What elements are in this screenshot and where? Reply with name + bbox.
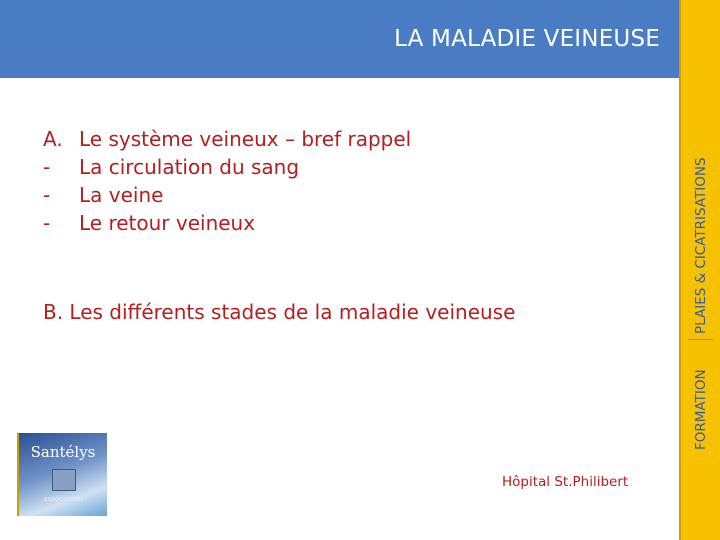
hospital-name: Hôpital St.Philibert xyxy=(502,474,629,490)
list-marker: - xyxy=(43,211,51,235)
building-icon xyxy=(52,469,76,491)
list-item-text: Le retour veineux xyxy=(79,211,256,235)
list-marker: A. xyxy=(43,127,63,151)
header-bar xyxy=(0,0,679,78)
section-a-list xyxy=(43,125,411,237)
side-label-formation: FORMATION xyxy=(693,369,709,450)
santelys-logo xyxy=(17,433,107,516)
side-divider xyxy=(679,0,681,540)
page-title: LA MALADIE VEINEUSE xyxy=(394,26,660,52)
list-item xyxy=(43,153,411,181)
list-marker: - xyxy=(43,183,51,207)
list-item xyxy=(43,209,411,237)
logo-subtitle: association xyxy=(43,495,83,503)
list-marker: - xyxy=(43,155,51,179)
section-b-heading: B. Les différents stades de la maladie veineuse xyxy=(43,300,516,324)
list-item xyxy=(43,181,411,209)
list-item-text: La veine xyxy=(79,183,164,207)
list-item-text: La circulation du sang xyxy=(79,155,300,179)
list-item xyxy=(43,125,411,153)
list-item-text: Le système veineux – bref rappel xyxy=(79,127,412,151)
side-label-plaies: PLAIES & CICATRISATIONS xyxy=(693,157,709,334)
side-separator xyxy=(688,339,714,340)
logo-name: Santélys xyxy=(30,443,96,461)
